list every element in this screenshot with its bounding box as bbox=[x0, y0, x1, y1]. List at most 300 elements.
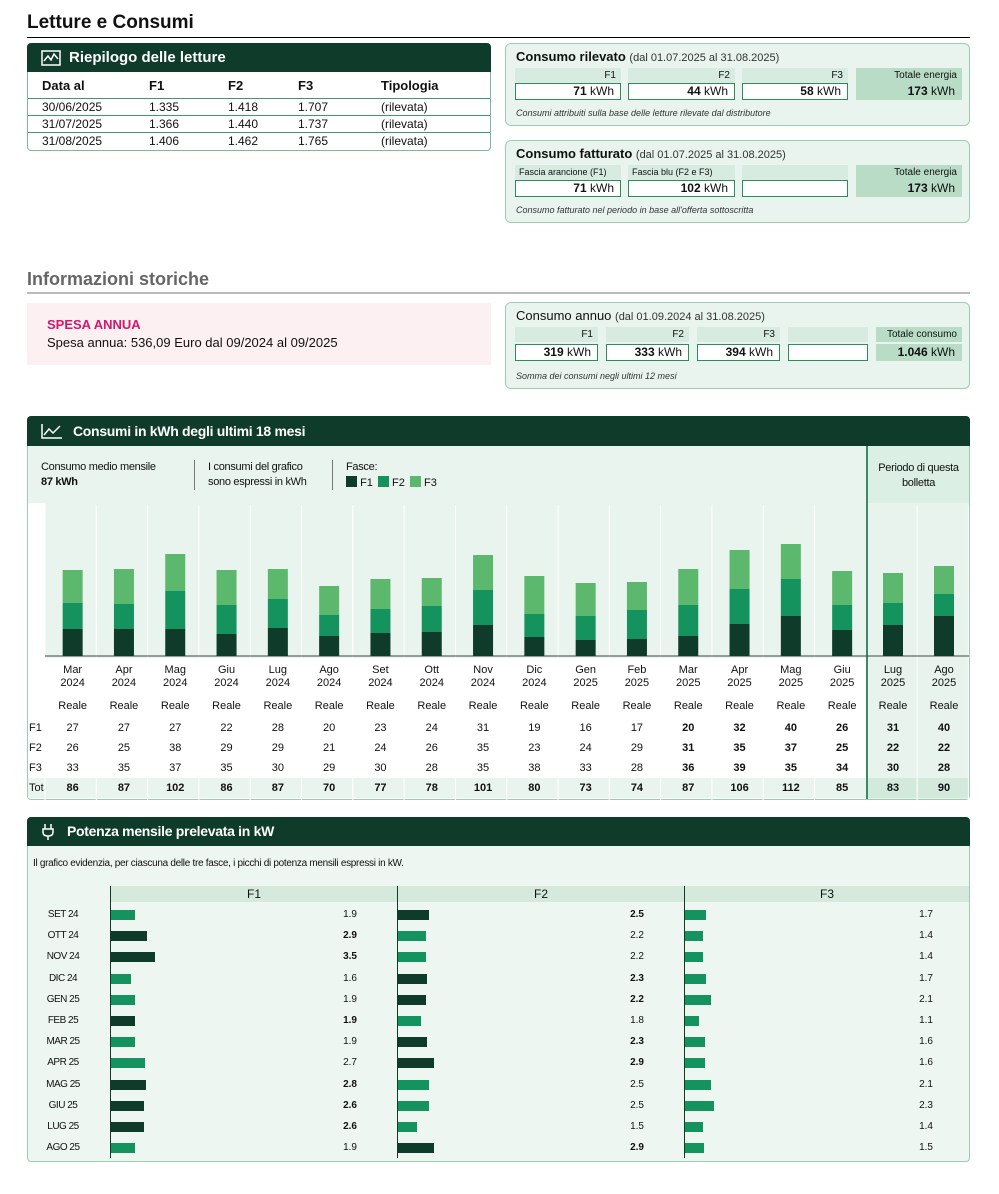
plug-icon bbox=[41, 823, 57, 844]
value-totale: 173 kWh bbox=[856, 83, 962, 100]
potenza-month-label: AGO 25 bbox=[46, 1142, 80, 1154]
value-totale-consumo: 1.046 kWh bbox=[876, 344, 962, 361]
label-f2: F2 bbox=[628, 68, 735, 83]
consumi-chart-title: Consumi in kWh degli ultimi 18 mesi bbox=[73, 423, 306, 439]
value-total: 101 bbox=[473, 782, 493, 794]
bar-segment-f1 bbox=[934, 616, 954, 656]
potenza-value-f3: 1.7 bbox=[919, 909, 933, 920]
potenza-value-f2: 2.3 bbox=[630, 1036, 644, 1048]
bar-segment-f2 bbox=[678, 605, 698, 636]
bar-segment-f1 bbox=[114, 629, 134, 656]
potenza-month-label: APR 25 bbox=[47, 1057, 79, 1069]
potenza-bar-f3 bbox=[685, 974, 706, 984]
potenza-month-label: DIC 24 bbox=[48, 972, 78, 984]
row-label-f1: F1 bbox=[29, 722, 42, 734]
bar-segment-f2 bbox=[473, 590, 493, 625]
cell: 1.418 bbox=[214, 99, 284, 116]
cell: 1.765 bbox=[298, 134, 329, 149]
value-f3: 29 bbox=[323, 762, 336, 774]
bar-segment-f2 bbox=[627, 610, 647, 639]
potenza-bar-f1 bbox=[111, 995, 135, 1005]
tipo-label: Reale bbox=[212, 700, 241, 712]
tipo-label: Reale bbox=[776, 700, 806, 712]
value-f3: 28 bbox=[425, 762, 438, 774]
value-f3: 33 bbox=[66, 762, 79, 774]
potenza-bar-f3 bbox=[685, 995, 711, 1005]
value-f2: 23 bbox=[528, 742, 541, 754]
bar-segment-f3 bbox=[934, 566, 954, 594]
tipo-label: Reale bbox=[519, 700, 549, 712]
consumo-rilevato-note: Consumi attribuiti sulla base delle letture rilevate dal distributore bbox=[516, 108, 771, 118]
value-f3: 30 bbox=[271, 762, 284, 774]
consumo-fatturato-title: Consumo fatturato (dal 01.07.2025 al 31.08.2025) bbox=[516, 146, 786, 161]
tipo-label: Reale bbox=[673, 700, 703, 712]
fasce-label: Fasce: bbox=[346, 461, 378, 473]
bar-segment-f3 bbox=[627, 582, 647, 610]
label-f1: F1 bbox=[515, 327, 598, 342]
month-label: Lug 2024 bbox=[265, 664, 291, 689]
value-total: 78 bbox=[425, 782, 438, 794]
potenza-month-label: LUG 25 bbox=[47, 1121, 79, 1132]
value-f2: 35 bbox=[733, 742, 746, 754]
bar-segment-f2 bbox=[165, 591, 185, 629]
potenza-bar-f3 bbox=[685, 910, 706, 920]
value-f2: 38 bbox=[169, 742, 182, 754]
value-total: 77 bbox=[374, 782, 387, 794]
value-f3: 35 bbox=[220, 762, 233, 774]
value-f2: 25 bbox=[117, 742, 131, 754]
bar-segment-f1 bbox=[422, 632, 442, 656]
value-f3: 30 bbox=[374, 762, 387, 774]
potenza-value-f3: 1.1 bbox=[919, 1015, 933, 1026]
potenza-bar-f2 bbox=[398, 1101, 429, 1111]
month-label: Apr 2025 bbox=[727, 664, 752, 689]
legend-f3-label: F3 bbox=[424, 477, 437, 489]
potenza-value-f1: 2.6 bbox=[343, 1121, 357, 1132]
bar-segment-f3 bbox=[832, 571, 852, 605]
value-f1: 31 bbox=[886, 722, 900, 734]
spesa-title: SPESA ANNUA bbox=[47, 317, 141, 332]
consumo-medio-label: Consumo medio mensile bbox=[41, 461, 156, 473]
value-f1: 26 bbox=[836, 722, 849, 734]
potenza-value-f1: 3.5 bbox=[343, 951, 357, 963]
month-label: Apr 2024 bbox=[111, 664, 137, 689]
cell: 1.406 bbox=[149, 134, 180, 149]
value-f3: 35 bbox=[117, 762, 131, 774]
spesa-text: Spesa annua: 536,09 Euro dal 09/2024 al 09/2025 bbox=[47, 335, 338, 350]
value-f3: 37 bbox=[169, 762, 182, 774]
bar-segment-f1 bbox=[627, 639, 647, 656]
tipo-label: Reale bbox=[263, 700, 293, 712]
bar-segment-f1 bbox=[678, 636, 698, 656]
value-f1: 32 bbox=[733, 722, 746, 734]
value-f2: 22 bbox=[937, 742, 951, 754]
potenza-bar-f1 bbox=[111, 1058, 145, 1068]
col-header: F2 bbox=[214, 72, 284, 99]
bar-segment-f3 bbox=[883, 573, 903, 603]
potenza-value-f3: 2.1 bbox=[919, 1078, 933, 1090]
potenza-bar-f2 bbox=[398, 1058, 434, 1068]
cell: (rilevata) bbox=[367, 116, 490, 133]
month-label: Mar 2025 bbox=[676, 664, 701, 689]
bar-segment-f2 bbox=[730, 589, 750, 624]
bar-segment-f1 bbox=[832, 630, 852, 656]
potenza-bar-f1 bbox=[111, 1122, 144, 1132]
potenza-value-f1: 1.9 bbox=[343, 1036, 357, 1048]
potenza-bar-f3 bbox=[685, 1143, 704, 1153]
potenza-month-label: SET 24 bbox=[47, 909, 79, 920]
value-f1: 28 bbox=[271, 722, 284, 734]
month-label: Mag 2024 bbox=[163, 664, 188, 689]
value-f3: 33 bbox=[579, 762, 592, 774]
value-f2: 29 bbox=[630, 742, 644, 754]
potenza-bar-f1 bbox=[111, 1080, 146, 1090]
potenza-value-f2: 1.8 bbox=[630, 1015, 644, 1026]
potenza-bar-f2 bbox=[398, 995, 426, 1005]
value-total: 80 bbox=[528, 782, 541, 794]
potenza-value-f3: 2.3 bbox=[919, 1099, 933, 1111]
month-label: Feb 2025 bbox=[624, 664, 650, 689]
value-f2: 26 bbox=[425, 742, 438, 754]
consumo-medio-value: 87 kWh bbox=[41, 476, 78, 488]
potenza-bar-f3 bbox=[685, 1016, 699, 1026]
month-label: Dic 2024 bbox=[522, 664, 547, 689]
col-header: F3 bbox=[284, 72, 367, 99]
bar-segment-f2 bbox=[524, 614, 544, 637]
value-f1: 27 bbox=[117, 722, 131, 734]
bar-segment-f3 bbox=[524, 576, 544, 614]
value-total: 87 bbox=[682, 782, 695, 794]
month-label: Ago 2024 bbox=[316, 664, 342, 689]
potenza-value-f2: 2.2 bbox=[630, 951, 644, 963]
value-f2: 26 bbox=[66, 742, 79, 754]
bar-segment-f2 bbox=[63, 603, 83, 629]
label-totale: Totale energia bbox=[856, 165, 962, 180]
value-f1: 27 bbox=[169, 722, 182, 734]
label-totale: Totale energia bbox=[856, 68, 962, 83]
bar-segment-f2 bbox=[422, 606, 442, 632]
bar-segment-f1 bbox=[524, 637, 544, 656]
label-totale-consumo: Totale consumo bbox=[876, 327, 962, 342]
value-f1: 27 bbox=[66, 722, 79, 734]
value-total: 73 bbox=[579, 782, 592, 794]
cell: 1.440 bbox=[214, 116, 284, 133]
label-f2: F2 bbox=[606, 327, 689, 342]
label-f3: F3 bbox=[697, 327, 780, 342]
tipo-label: Reale bbox=[417, 700, 447, 712]
value-total: 85 bbox=[836, 782, 849, 794]
value-f2: 29 bbox=[271, 742, 284, 754]
value-f3: 58 kWh bbox=[742, 83, 848, 100]
potenza-value-f2: 2.2 bbox=[630, 993, 644, 1005]
value-f2: 44 kWh bbox=[628, 83, 735, 100]
bar-segment-f1 bbox=[63, 629, 83, 656]
bar-segment-f1 bbox=[217, 634, 237, 656]
potenza-value-f1: 1.9 bbox=[343, 1142, 357, 1154]
cell: 1.707 bbox=[284, 99, 367, 116]
consumo-annuo-note: Somma dei consumi negli ultimi 12 mesi bbox=[516, 371, 677, 381]
value-f3: 35 bbox=[476, 762, 490, 774]
potenza-month-label: FEB 25 bbox=[47, 1015, 79, 1026]
bar-segment-f2 bbox=[934, 594, 954, 616]
potenza-bar-f1 bbox=[111, 974, 131, 984]
bar-segment-f3 bbox=[473, 555, 493, 590]
bar-segment-f3 bbox=[370, 579, 390, 609]
potenza-value-f1: 2.6 bbox=[343, 1099, 357, 1111]
month-label: Ago 2025 bbox=[931, 664, 957, 689]
potenza-value-f2: 2.3 bbox=[630, 972, 644, 984]
potenza-bar-f2 bbox=[398, 1037, 427, 1047]
potenza-month-label: MAR 25 bbox=[46, 1036, 80, 1048]
potenza-value-f2: 2.9 bbox=[630, 1057, 644, 1069]
value-f1: 24 bbox=[425, 722, 438, 734]
potenza-value-f3: 1.4 bbox=[919, 930, 933, 942]
row-label-f2: F2 bbox=[29, 742, 42, 754]
value-total: 90 bbox=[937, 782, 951, 794]
col-header: Data al bbox=[28, 72, 135, 99]
potenza-bar-f1 bbox=[111, 1016, 135, 1026]
value-f2: 24 bbox=[374, 742, 387, 754]
value-f2: 24 bbox=[579, 742, 592, 754]
tipo-label: Reale bbox=[58, 700, 88, 712]
riepilogo-title: Riepilogo delle letture bbox=[69, 49, 226, 66]
bar-segment-f1 bbox=[473, 625, 493, 656]
month-label: Nov 2024 bbox=[470, 664, 496, 689]
value-f3: 36 bbox=[682, 762, 695, 774]
value-total: 74 bbox=[630, 782, 644, 794]
bar-segment-f2 bbox=[268, 599, 288, 628]
col-header: Tipologia bbox=[367, 72, 490, 99]
bar-segment-f3 bbox=[165, 554, 185, 591]
month-label: Lug 2025 bbox=[880, 664, 906, 689]
bar-segment-f2 bbox=[217, 605, 237, 634]
bar-segment-f1 bbox=[576, 640, 596, 656]
cell: 31/07/2025 bbox=[28, 116, 135, 133]
cell: 1.366 bbox=[135, 116, 214, 133]
value-f1: 31 bbox=[476, 722, 490, 734]
note-line-1: I consumi del grafico bbox=[208, 461, 303, 473]
bar-segment-f3 bbox=[63, 570, 83, 603]
value-f1: 22 bbox=[220, 722, 233, 734]
tipo-label: Reale bbox=[571, 700, 601, 712]
bar-segment-f1 bbox=[730, 624, 750, 656]
month-label: Giu 2024 bbox=[214, 664, 239, 689]
value-f2: 25 bbox=[836, 742, 849, 754]
value-total: 102 bbox=[166, 782, 185, 794]
value-f1: 319 kWh bbox=[515, 344, 598, 361]
potenza-bar-f2 bbox=[398, 910, 429, 920]
potenza-value-f3: 1.4 bbox=[919, 1121, 933, 1132]
potenza-bar-f2 bbox=[398, 974, 427, 984]
potenza-value-f1: 1.9 bbox=[343, 909, 357, 920]
tipo-label: Reale bbox=[160, 700, 190, 712]
potenza-month-label: GEN 25 bbox=[46, 993, 80, 1005]
value-f2: 29 bbox=[220, 742, 233, 754]
potenza-bar-f2 bbox=[398, 931, 426, 941]
value-total: 83 bbox=[886, 782, 900, 794]
month-label: Mar 2024 bbox=[60, 664, 85, 689]
tipo-label: Reale bbox=[878, 700, 908, 712]
potenza-value-f1: 2.9 bbox=[343, 930, 357, 942]
value-f1: 20 bbox=[323, 722, 336, 734]
month-label: Mag 2025 bbox=[778, 664, 804, 689]
tipo-label: Reale bbox=[827, 700, 857, 712]
value-total: 86 bbox=[220, 782, 233, 794]
tipo-label: Reale bbox=[109, 700, 139, 712]
value-f3: 394 kWh bbox=[697, 344, 780, 361]
potenza-value-f2: 2.2 bbox=[630, 930, 644, 942]
potenza-month-label: GIU 25 bbox=[48, 1099, 78, 1111]
tipo-label: Reale bbox=[314, 700, 344, 712]
bar-segment-f2 bbox=[781, 579, 801, 616]
potenza-month-label: MAG 25 bbox=[46, 1078, 80, 1090]
value-total: 70 bbox=[323, 782, 336, 794]
potenza-bar-f3 bbox=[685, 952, 703, 962]
potenza-description: Il grafico evidenzia, per ciascuna delle tre fasce, i picchi di potenza mensili espressi in kW. bbox=[33, 858, 404, 869]
potenza-bar-f2 bbox=[398, 1080, 429, 1090]
page-title: Letture e Consumi bbox=[27, 12, 194, 33]
potenza-value-f2: 2.5 bbox=[630, 1078, 644, 1090]
value-f2: 31 bbox=[682, 742, 695, 754]
potenza-bar-f2 bbox=[398, 1143, 434, 1153]
potenza-month-label: NOV 24 bbox=[46, 951, 80, 963]
potenza-bar-f1 bbox=[111, 1101, 144, 1111]
potenza-header bbox=[27, 817, 970, 846]
bar-segment-f3 bbox=[730, 550, 750, 589]
value-f2: 333 kWh bbox=[606, 344, 689, 361]
bar-segment-f1 bbox=[165, 629, 185, 656]
potenza-bar-f3 bbox=[685, 931, 703, 941]
potenza-value-f2: 2.5 bbox=[630, 1099, 644, 1111]
value-f1: 17 bbox=[630, 722, 644, 734]
label-f3: F3 bbox=[742, 68, 848, 83]
bar-segment-f1 bbox=[883, 625, 903, 656]
potenza-bar-f3 bbox=[685, 1058, 705, 1068]
tipo-label: Reale bbox=[622, 700, 652, 712]
bar-segment-f1 bbox=[268, 628, 288, 656]
tipo-label: Reale bbox=[366, 700, 395, 712]
bar-segment-f2 bbox=[114, 604, 134, 629]
value-f1: 16 bbox=[579, 722, 592, 734]
month-label: Giu 2025 bbox=[829, 664, 855, 689]
value-fascia-blu: 102 kWh bbox=[628, 180, 735, 197]
potenza-bar-f2 bbox=[398, 952, 426, 962]
potenza-bar-f3 bbox=[685, 1080, 711, 1090]
value-f1: 23 bbox=[374, 722, 387, 734]
bar-segment-f3 bbox=[319, 586, 339, 615]
value-f3: 28 bbox=[937, 762, 951, 774]
cell: 31/08/2025 bbox=[42, 134, 103, 149]
potenza-value-f1: 1.9 bbox=[343, 1015, 357, 1026]
legend-f2-label: F2 bbox=[392, 477, 405, 489]
note-line-2: sono espressi in kWh bbox=[208, 476, 307, 488]
potenza-value-f3: 1.6 bbox=[919, 1036, 933, 1048]
potenza-value-f3: 1.5 bbox=[919, 1142, 933, 1154]
value-f1: 71 kWh bbox=[515, 83, 621, 100]
periodo-bolletta-label: Periodo di questa bolletta bbox=[878, 462, 959, 489]
bar-segment-f2 bbox=[370, 609, 390, 633]
potenza-bar-f1 bbox=[111, 931, 147, 941]
bar-segment-f1 bbox=[781, 616, 801, 656]
potenza-month-label: OTT 24 bbox=[47, 930, 79, 942]
cell: (rilevata) bbox=[381, 134, 428, 149]
value-f2: 35 bbox=[476, 742, 490, 754]
bar-segment-f2 bbox=[883, 603, 903, 625]
potenza-bar-f1 bbox=[111, 1143, 135, 1153]
potenza-bar-f1 bbox=[111, 910, 135, 920]
potenza-bar-f3 bbox=[685, 1037, 705, 1047]
potenza-title: Potenza mensile prelevata in kW bbox=[67, 823, 274, 839]
cell: 1.335 bbox=[135, 99, 214, 116]
cell: 30/06/2025 bbox=[28, 99, 135, 116]
bar-segment-f2 bbox=[319, 615, 339, 636]
potenza-value-f3: 1.6 bbox=[919, 1057, 933, 1069]
bar-segment-f3 bbox=[422, 578, 442, 606]
tipo-label: Reale bbox=[725, 700, 754, 712]
tipo-label: Reale bbox=[929, 700, 959, 712]
potenza-value-f3: 2.1 bbox=[919, 993, 933, 1005]
value-f2: 21 bbox=[323, 742, 336, 754]
value-f1: 20 bbox=[682, 722, 695, 734]
bar-segment-f3 bbox=[217, 570, 237, 605]
month-label: Ott 2024 bbox=[419, 664, 444, 689]
legend-f1-label: F1 bbox=[360, 477, 373, 489]
cell: (rilevata) bbox=[367, 99, 490, 116]
bar-segment-f3 bbox=[576, 583, 596, 616]
value-f2: 22 bbox=[886, 742, 900, 754]
potenza-col-f1: F1 bbox=[111, 886, 397, 902]
label-fascia-blu: Fascia blu (F2 e F3) bbox=[628, 165, 735, 180]
value-fascia-arancione: 71 kWh bbox=[515, 180, 621, 197]
potenza-value-f2: 2.5 bbox=[630, 909, 644, 920]
value-total: 86 bbox=[66, 782, 79, 794]
col-header: F1 bbox=[135, 72, 214, 99]
consumo-fatturato-note: Consumo fatturato nel periodo in base all'offerta sottoscritta bbox=[516, 205, 754, 215]
tipo-label: Reale bbox=[468, 700, 498, 712]
value-f1: 40 bbox=[784, 722, 797, 734]
cell: 1.462 bbox=[228, 134, 259, 149]
potenza-bar-f1 bbox=[111, 952, 155, 962]
value-f3: 38 bbox=[528, 762, 541, 774]
potenza-value-f1: 2.8 bbox=[343, 1078, 357, 1090]
value-f3: 34 bbox=[836, 762, 849, 774]
storiche-title: Informazioni storiche bbox=[27, 269, 210, 289]
label-fascia-arancione: Fascia arancione (F1) bbox=[515, 165, 621, 180]
potenza-bar-f2 bbox=[398, 1122, 417, 1132]
potenza-col-f2: F2 bbox=[398, 886, 684, 902]
potenza-bar-f2 bbox=[398, 1016, 421, 1026]
bar-segment-f3 bbox=[678, 569, 698, 605]
potenza-bar-f3 bbox=[685, 1122, 703, 1132]
value-total: 87 bbox=[271, 782, 284, 794]
consumo-rilevato-title: Consumo rilevato (dal 01.07.2025 al 31.08.2025) bbox=[516, 49, 780, 64]
potenza-value-f3: 1.4 bbox=[919, 951, 933, 963]
consumo-annuo-title: Consumo annuo (dal 01.09.2024 al 31.08.2025) bbox=[516, 308, 765, 323]
row-label-f3: F3 bbox=[29, 762, 42, 774]
potenza-bar-f1 bbox=[111, 1037, 135, 1047]
potenza-value-f1: 1.6 bbox=[343, 972, 357, 984]
bar-segment-f3 bbox=[781, 544, 801, 579]
month-label: Gen 2025 bbox=[573, 664, 598, 689]
value-f3: 35 bbox=[784, 762, 797, 774]
value-f3: 30 bbox=[886, 762, 900, 774]
value-f3: 28 bbox=[630, 762, 644, 774]
bar-segment-f2 bbox=[832, 605, 852, 630]
row-label-tot: Tot bbox=[29, 782, 44, 794]
value-total: 87 bbox=[117, 782, 131, 794]
value-totale: 173 kWh bbox=[856, 180, 962, 197]
bar-segment-f3 bbox=[268, 569, 288, 599]
